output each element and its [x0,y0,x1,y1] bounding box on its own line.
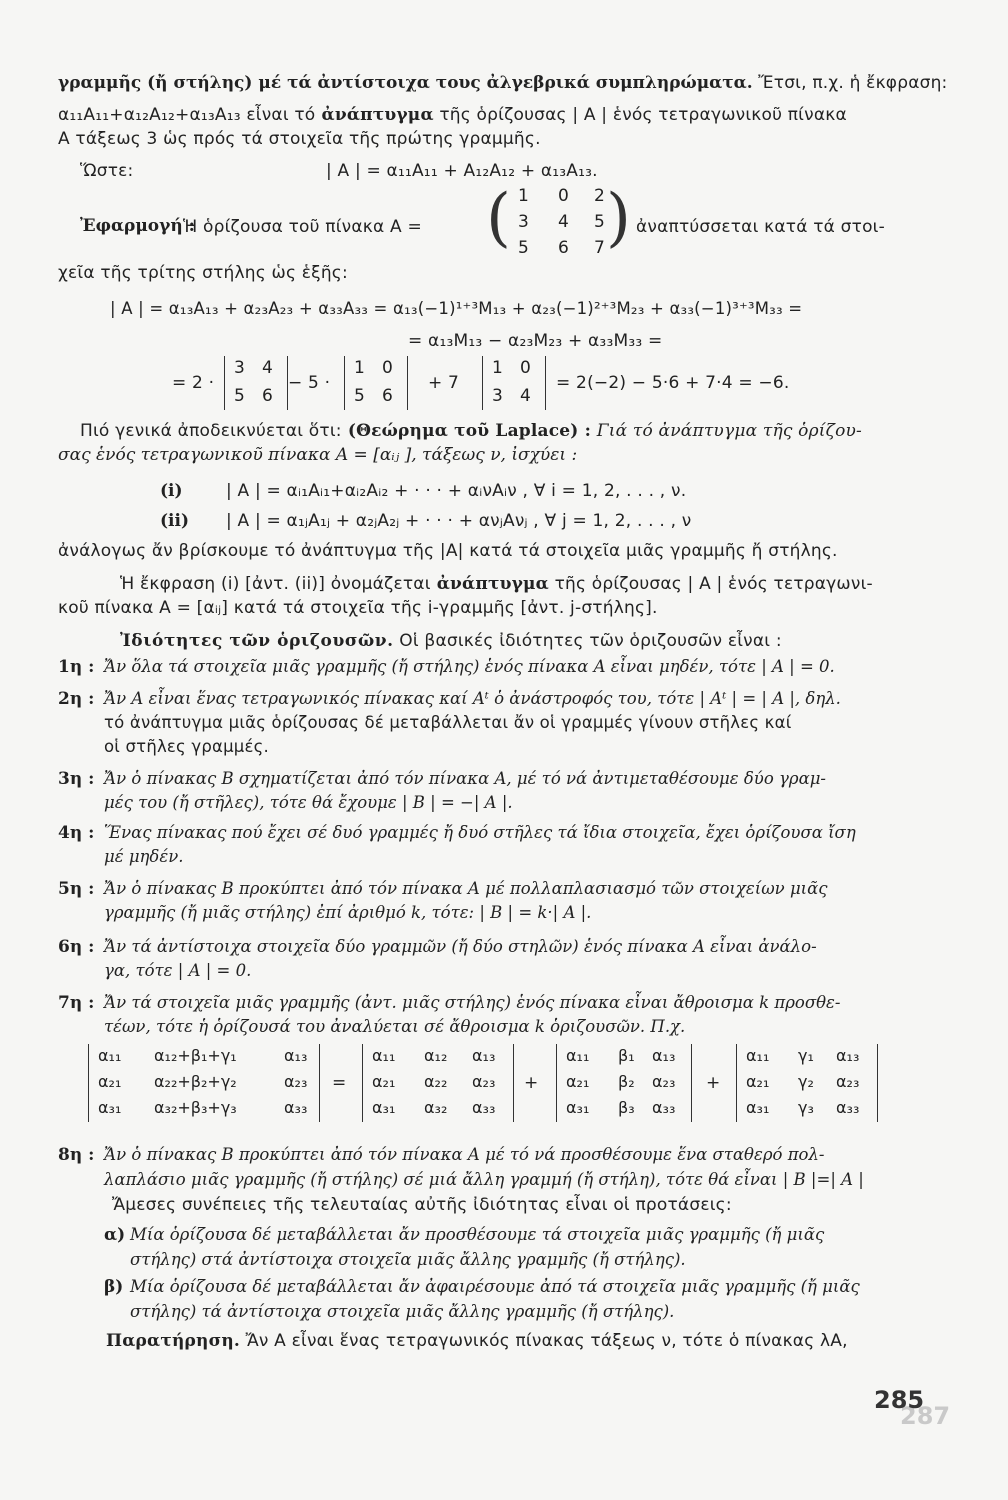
property-label: 8η : [58,1145,95,1165]
minor-cell: 1 [492,358,503,378]
sum-cell: α₂₁ [372,1072,396,1091]
sum-cell: α₂₃ [284,1072,308,1091]
sum-cell: β₁ [618,1046,635,1065]
property-line: οἱ στῆλες γραμμές. [104,737,269,756]
laplace-expr-line-2: κοῦ πίνακα A = [αᵢⱼ] κατά τά στοιχεῖα τῆς i-γραμμῆς [ἀντ. j-στήλης]. [58,598,658,618]
expansion-coef-1: = 2 · [172,373,215,393]
matrix-a-cell: 2 [594,186,605,206]
term-anaptygma: ἀνάπτυγμα [315,105,434,125]
matrix-a-cell: 3 [518,212,529,232]
sum-cell: α₁₁ [746,1046,770,1065]
consequence-line: στήλης) τά ἀντίστοιχα στοιχεῖα μιᾶς ἄλλης γραμμῆς (ἤ στήλης). [130,1302,675,1321]
intro-line-3: A τάξεως 3 ὡς πρός τά στοιχεῖα τῆς πρώτης γραμμῆς. [58,129,541,149]
property-label: 3η : [58,769,95,789]
intro-line-2-text: α₁₁A₁₁+α₁₂A₁₂+α₁₃A₁₃ εἶναι τό [58,105,316,125]
property-line: τέων, τότε ἡ ὁρίζουσά του ἀναλύεται σέ ἄθροισμα k ὁριζουσῶν. Π.χ. [104,1017,686,1036]
laplace-item-i: | A | = αᵢ₁Aᵢ₁+αᵢ₂Aᵢ₂ + · · · + αᵢνAᵢν , ∀ i = 1, 2, . . . , ν. [226,481,687,501]
consequence-label: α) [104,1225,126,1245]
sum-cell: γ₃ [798,1098,814,1117]
application-continuation: χεῖα τῆς τρίτης στήλης ὡς ἑξῆς: [58,263,348,283]
property-line: Ἄν ὅλα τά στοιχεῖα μιᾶς γραμμῆς (ἤ στήλης) ἑνός πίνακα A εἶναι μηδέν, τότε | A | = 0. [104,657,835,676]
property-line: Ἄν ὁ πίνακας B προκύπτει ἀπό τόν πίνακα A μέ πολλαπλασιασμό τῶν στοιχείων μιᾶς [104,879,828,898]
matrix-a-cell: 5 [518,238,529,258]
properties-heading-rest: Οἱ βασικές ἰδιότητες τῶν ὁριζουσῶν εἶναι : [393,631,782,651]
sum-equals: = [332,1073,347,1093]
laplace-italic: Γιά τό ἀνάπτυγμα τῆς ὁρίζου- [591,421,862,441]
matrix-a-cell: 7 [594,238,605,258]
term-anaptygma-2: ἀνάπτυγμα [430,574,549,594]
sum-cell: α₁₁ [98,1046,122,1065]
sum-cell: α₁₃ [836,1046,860,1065]
matrix-a-cell: 1 [518,186,529,206]
laplace-analog: ἀνάλογως ἄν βρίσκουμε τό ἀνάπτυγμα τῆς |A| κατά τά στοιχεῖα μιᾶς γραμμῆς ἤ στήλης. [58,541,838,561]
sum-cell: α₃₃ [472,1098,496,1117]
consequence-line: στήλης) στά ἀντίστοιχα στοιχεῖα μιᾶς ἄλλης γραμμῆς (ἤ στήλης). [130,1250,686,1269]
properties-heading-line [120,630,782,652]
remark-label: Παρατήρηση. [106,1331,240,1351]
sum-cell: α₃₂+β₃+γ₃ [154,1098,237,1117]
sum-cell: α₃₃ [284,1098,308,1117]
laplace-item-ii: | A | = α₁ⱼA₁ⱼ + α₂ⱼA₂ⱼ + · · · + ανⱼAνⱼ , ∀ j = 1, 2, . . . , ν [226,511,692,531]
sum-cell: α₁₁ [566,1046,590,1065]
property-label: 5η : [58,879,95,899]
laplace-line-1 [80,420,862,442]
intro-line-2 [58,104,847,126]
property-label: 4η : [58,823,95,843]
consequences: Ἄμεσες συνέπειες τῆς τελευταίας αὐτῆς ἰδιότητας εἶναι οἱ προτάσεις: [112,1195,732,1215]
sum-cell: α₁₃ [472,1046,496,1065]
laplace-item-i-label: (i) [160,481,183,501]
property-line: Ἄν τά στοιχεῖα μιᾶς γραμμῆς (ἀντ. μιᾶς στήλης) ἑνός πίνακα εἶναι ἄθροισμα k προσθε- [104,993,841,1012]
sum-cell: α₃₁ [566,1098,590,1117]
minor-cell: 0 [382,358,393,378]
application-text-after: ἀναπτύσσεται κατά τά στοι- [636,217,885,237]
property-line: μές του (ἤ στῆλες), τότε θά ἔχουμε | B | = −| A |. [104,793,513,812]
sum-cell: α₃₁ [746,1098,770,1117]
intro-line-2-rest: τῆς ὁρίζουσας | A | ἑνός τετραγωνικοῦ πίνακα [433,105,847,125]
minor-cell: 1 [354,358,365,378]
expansion-coef-2: − 5 · [288,373,331,393]
laplace-expr-text: Ἡ ἔκφραση (i) [ἀντ. (ii)] ὀνομάζεται [120,574,431,594]
intro-rest: Ἔτσι, π.χ. ἡ ἔκφραση: [752,73,948,93]
sum-cell: α₃₁ [98,1098,122,1117]
application-label: Ἐφαρμογή : [80,216,195,236]
sum-cell: β₂ [618,1072,635,1091]
laplace-item-ii-label: (ii) [160,511,190,531]
consequence-label: β) [104,1277,124,1297]
laplace-intro: Πιό γενικά ἀποδεικνύεται ὅτι: [80,421,342,441]
sum-cell: α₂₃ [472,1072,496,1091]
sum-cell: α₂₃ [652,1072,676,1091]
sum-plus: + [524,1073,539,1093]
property-label: 1η : [58,657,95,677]
minor-cell: 3 [492,386,503,406]
sum-cell: α₂₁ [566,1072,590,1091]
remark-text: Ἄν A εἶναι ἕνας τετραγωνικός πίνακας τάξεως ν, τότε ὁ πίνακας λA, [240,1331,848,1351]
consequence-line: Μία ὁρίζουσα δέ μεταβάλλεται ἄν ἀφαιρέσουμε ἀπό τά στοιχεῖα μιᾶς γραμμῆς (ἤ μιᾶς [130,1277,860,1296]
sum-cell: α₁₃ [652,1046,676,1065]
property-line: Ἄν ὁ πίνακας B σχηματίζεται ἀπό τόν πίνακα A, μέ τό νά ἀντιμεταθέσουμε δύο γραμ- [104,769,827,788]
matrix-a-cell: 5 [594,212,605,232]
minor-cell: 6 [382,386,393,406]
sum-cell: β₃ [618,1098,635,1117]
intro-line-1 [58,72,947,94]
laplace-expr-rest: τῆς ὁρίζουσας | A | ἑνός τετραγωνι- [548,574,873,594]
property-label: 7η : [58,993,95,1013]
minor-cell: 3 [234,358,245,378]
minor-cell: 4 [520,386,531,406]
sum-cell: α₃₁ [372,1098,396,1117]
sum-cell: α₂₂ [424,1072,448,1091]
application-text-before: Ἡ ὁρίζουσα τοῦ πίνακα A = [183,217,422,237]
property-line: Ἕνας πίνακας πού ἔχει σέ δυό γραμμές ἤ δυό στῆλες τά ἴδια στοιχεῖα, ἔχει ὁρίζουσα ἴση [104,823,856,842]
sum-cell: α₁₁ [372,1046,396,1065]
sum-cell: α₃₂ [424,1098,448,1117]
property-line: λαπλάσιο μιᾶς γραμμῆς (ἤ στήλης) σέ μιά ἄλλη γραμμή (ἤ στήλη), τότε θά εἶναι | B |=| A | [104,1170,864,1189]
page-number: 285 [874,1386,925,1414]
expansion-line-2: = α₁₃M₁₃ − α₂₃M₂₃ + α₃₃M₃₃ = [408,331,663,351]
sum-cell: α₃₃ [836,1098,860,1117]
sum-cell: γ₂ [798,1072,814,1091]
intro-bold: γραμμῆς (ἤ στήλης) μέ τά ἀντίστοιχα τους ἀλγεβρικά συμπληρώματα. [58,73,753,93]
property-line: Ἄν ὁ πίνακας B προκύπτει ἀπό τόν πίνακα A μέ τό νά προσθέσουμε ἕνα σταθερό πολ- [104,1145,825,1164]
properties-heading: Ἰδιότητες τῶν ὁριζουσῶν. [120,631,394,651]
minor-cell: 4 [262,358,273,378]
expansion-line-1: | A | = α₁₃A₁₃ + α₂₃A₂₃ + α₃₃A₃₃ = α₁₃(−1)¹⁺³M₁₃ + α₂₃(−1)²⁺³M₂₃ + α₃₃(−1)³⁺³M₃₃ = [110,299,803,318]
sum-cell: α₁₂+β₁+γ₁ [154,1046,237,1065]
matrix-a-cell: 6 [558,238,569,258]
property-line: Ἄν A εἶναι ἕνας τετραγωνικός πίνακας καί Aᵗ ὁ ἀνάστροφός του, τότε | Aᵗ | = | A |, δηλ. [104,689,841,708]
expansion-coef-3: + 7 [428,373,460,393]
remark-line [106,1330,848,1352]
sum-cell: α₁₂ [424,1046,448,1065]
property-line: τό ἀνάπτυγμα μιᾶς ὁρίζουσας δέ μεταβάλλεται ἄν οἱ γραμμές γίνουν στῆλες καί [104,713,792,732]
oste-formula: | A | = α₁₁A₁₁ + A₁₂A₁₂ + α₁₃A₁₃. [326,161,598,181]
matrix-left-paren: ( [486,181,511,255]
laplace-theorem: (Θεώρημα τοῦ Laplace) : [341,421,592,441]
sum-cell: α₂₁ [98,1072,122,1091]
page-number-ghost: 287 [900,1402,951,1430]
laplace-expr-line-1 [120,573,873,595]
sum-cell: α₂₂+β₂+γ₂ [154,1072,237,1091]
matrix-a-cell: 0 [558,186,569,206]
sum-cell: α₁₃ [284,1046,308,1065]
property-line: γα, τότε | A | = 0. [104,961,252,980]
matrix-right-paren: ) [606,181,631,255]
minor-cell: 6 [262,386,273,406]
minor-cell: 5 [354,386,365,406]
minor-cell: 0 [520,358,531,378]
oste-label: Ὥστε: [80,161,134,181]
property-line: Ἄν τά ἀντίστοιχα στοιχεῖα δύο γραμμῶν (ἤ δύο στηλῶν) ἑνός πίνακα A εἶναι ἀνάλο- [104,937,817,956]
sum-cell: α₂₃ [836,1072,860,1091]
minor-cell: 5 [234,386,245,406]
property-line: μέ μηδέν. [104,847,184,866]
property-line: γραμμῆς (ἤ μιᾶς στήλης) ἐπί ἀριθμό k, τότε: | B | = k·| A |. [104,903,592,922]
sum-plus: + [706,1073,721,1093]
consequence-line: Μία ὁρίζουσα δέ μεταβάλλεται ἄν προσθέσουμε τά στοιχεῖα μιᾶς γραμμῆς (ἤ μιᾶς [130,1225,825,1244]
laplace-line-2: σας ἑνός τετραγωνικοῦ πίνακα A = [αᵢⱼ ], τάξεως ν, ἰσχύει : [58,445,578,465]
property-label: 6η : [58,937,95,957]
property-label: 2η : [58,689,95,709]
sum-cell: α₃₃ [652,1098,676,1117]
matrix-a-cell: 4 [558,212,569,232]
expansion-result: = 2(−2) − 5·6 + 7·4 = −6. [556,373,790,393]
sum-cell: γ₁ [798,1046,814,1065]
sum-cell: α₂₁ [746,1072,770,1091]
